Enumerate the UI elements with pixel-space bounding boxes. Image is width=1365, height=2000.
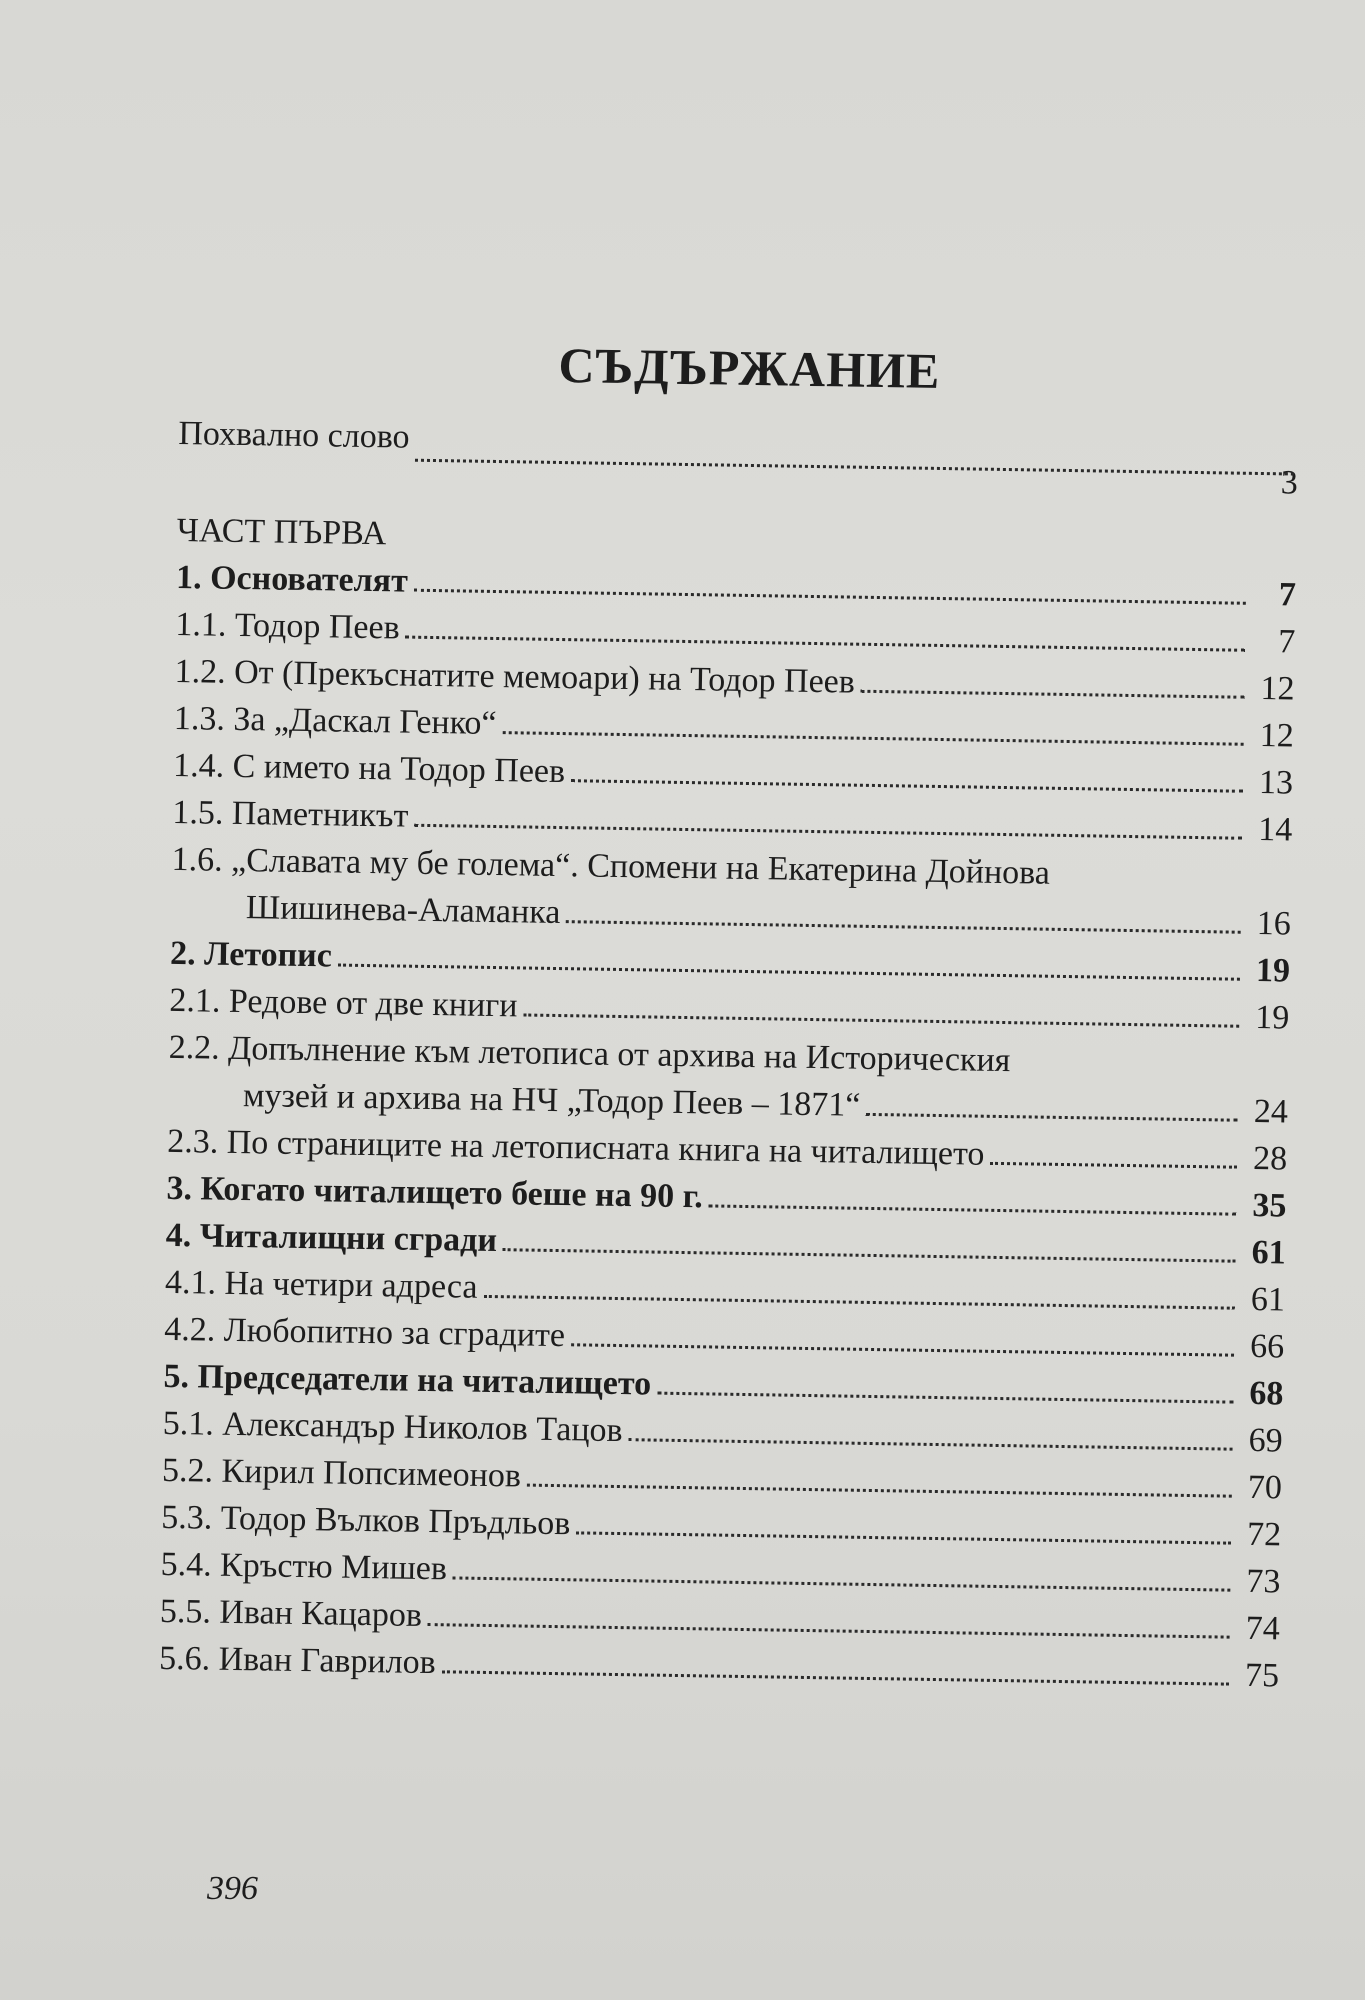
toc-entry-page: 74 (1245, 1609, 1281, 1648)
toc-entry-label: 2.3. По страниците на летописната книга на читалището (166, 1122, 985, 1173)
toc-entry-page: 35 (1252, 1186, 1287, 1225)
leader-dots (453, 1576, 1231, 1591)
leader-dots (866, 1113, 1238, 1122)
toc-entry-label: 5.2. Кирил Попсимеонов (161, 1451, 522, 1495)
toc-entry-label: 2. Летопис (169, 934, 333, 975)
toc-entry-label: 5.6. Иван Гаврилов (158, 1639, 437, 1682)
toc-entry-page: 19 (1255, 951, 1291, 990)
toc-entry-label: 1.1. Тодор Пеев (175, 605, 400, 647)
toc-entry-label: 1.4. С името на Тодор Пеев (172, 746, 566, 791)
toc-entry-page: 7 (1277, 623, 1296, 661)
leader-dots (483, 1295, 1234, 1310)
toc-entry-page: 75 (1244, 1656, 1280, 1695)
toc-entry-label: 5.4. Кръстю Мишев (160, 1545, 448, 1588)
leader-dots (503, 1248, 1236, 1263)
leader-dots (338, 964, 1240, 981)
toc-entry-page: 70 (1247, 1468, 1283, 1507)
toc-entry-page: 12 (1260, 670, 1295, 708)
leader-dots (502, 731, 1243, 746)
leader-dots (571, 1343, 1234, 1356)
toc-entry-page: 66 (1249, 1327, 1285, 1366)
toc-entry-continuation: музей и архива на НЧ „Тодор Пеев – 1871“ (242, 1077, 861, 1124)
toc-entry-label: 1. Основателят (175, 558, 409, 600)
toc-entry-page: 69 (1248, 1421, 1283, 1460)
toc-entry-label: 1.2. От (Прекъснатите мемоари) на Тодор Пеев (174, 652, 856, 701)
leader-dots (566, 920, 1241, 934)
toc-entry-label: 1.5. Паметникът (172, 793, 409, 835)
toc-preface-page: 3 (1280, 464, 1299, 502)
toc-entry-page: 19 (1255, 998, 1290, 1037)
toc-entry-label: 5. Председатели на читалището (163, 1357, 652, 1403)
toc-entry-page: 14 (1257, 811, 1293, 849)
toc-entry-page: 28 (1252, 1139, 1288, 1178)
toc-entry-label: 4.2. Любопитно за сградите (164, 1310, 566, 1355)
toc-entry-label: 2.1. Редове от две книги (169, 981, 518, 1025)
toc-entry-label: 1.6. „Славата му бе голема“. Спомени на Екатерина Дойнова (171, 840, 1051, 892)
toc-entry-page: 68 (1249, 1374, 1284, 1413)
leader-dots (527, 1484, 1232, 1498)
leader-dots (990, 1162, 1237, 1169)
toc-entry-page: 12 (1259, 717, 1295, 755)
toc-entry-page: 72 (1246, 1515, 1282, 1554)
toc-title: СЪДЪРЖАНИЕ (558, 336, 941, 399)
toc-entry-continuation: Шишинева-Аламанка (245, 889, 561, 932)
leader-dots (406, 636, 1246, 652)
toc-entry-label: 5.1. Александър Николов Тацов (162, 1404, 623, 1450)
toc-entry-label: 1.3. За „Даскал Генко“ (173, 699, 497, 743)
toc-entry-page: 16 (1256, 904, 1292, 943)
leader-dots (428, 1623, 1230, 1639)
toc-entry-label: 3. Когато читалището беше на 90 г. (166, 1169, 704, 1216)
toc-entry-page: 7 (1278, 576, 1297, 614)
leader-dots (442, 1670, 1229, 1685)
leader-dots (571, 779, 1243, 793)
toc-entry-label: 4. Читалищни сгради (165, 1216, 498, 1260)
toc-entry-page: 73 (1246, 1562, 1281, 1601)
leader-dots (709, 1204, 1237, 1215)
leader-dots (657, 1392, 1233, 1404)
toc-entry-page: 24 (1253, 1092, 1289, 1131)
toc-entry-label: 2.2. Допълнение към летописа от архива на Историческия (168, 1028, 1011, 1080)
toc-preface (178, 410, 1299, 502)
toc-preface-label: Похвално слово (178, 414, 410, 456)
toc-part-heading: ЧАСТ ПЪРВА (176, 511, 387, 553)
table-of-contents (159, 330, 1300, 1699)
leader-dots (523, 1013, 1239, 1027)
toc-entry-page: 13 (1258, 764, 1294, 802)
toc-entry-label: 5.5. Иван Кацаров (159, 1592, 423, 1634)
leader-dots (414, 589, 1246, 605)
leader-dots (414, 824, 1242, 840)
toc-entries (159, 554, 1297, 1699)
toc-entry-page: 61 (1250, 1280, 1286, 1319)
toc-entry-label: 4.1. На четири адреса (164, 1263, 478, 1306)
leader-dots (861, 690, 1245, 699)
leader-dots (576, 1531, 1231, 1544)
page-number: 396 (207, 1870, 258, 1907)
toc-entry-page: 61 (1251, 1233, 1286, 1272)
leader-dots (628, 1438, 1232, 1450)
toc-entry-label: 5.3. Тодор Вълков Пръдльов (161, 1498, 571, 1543)
